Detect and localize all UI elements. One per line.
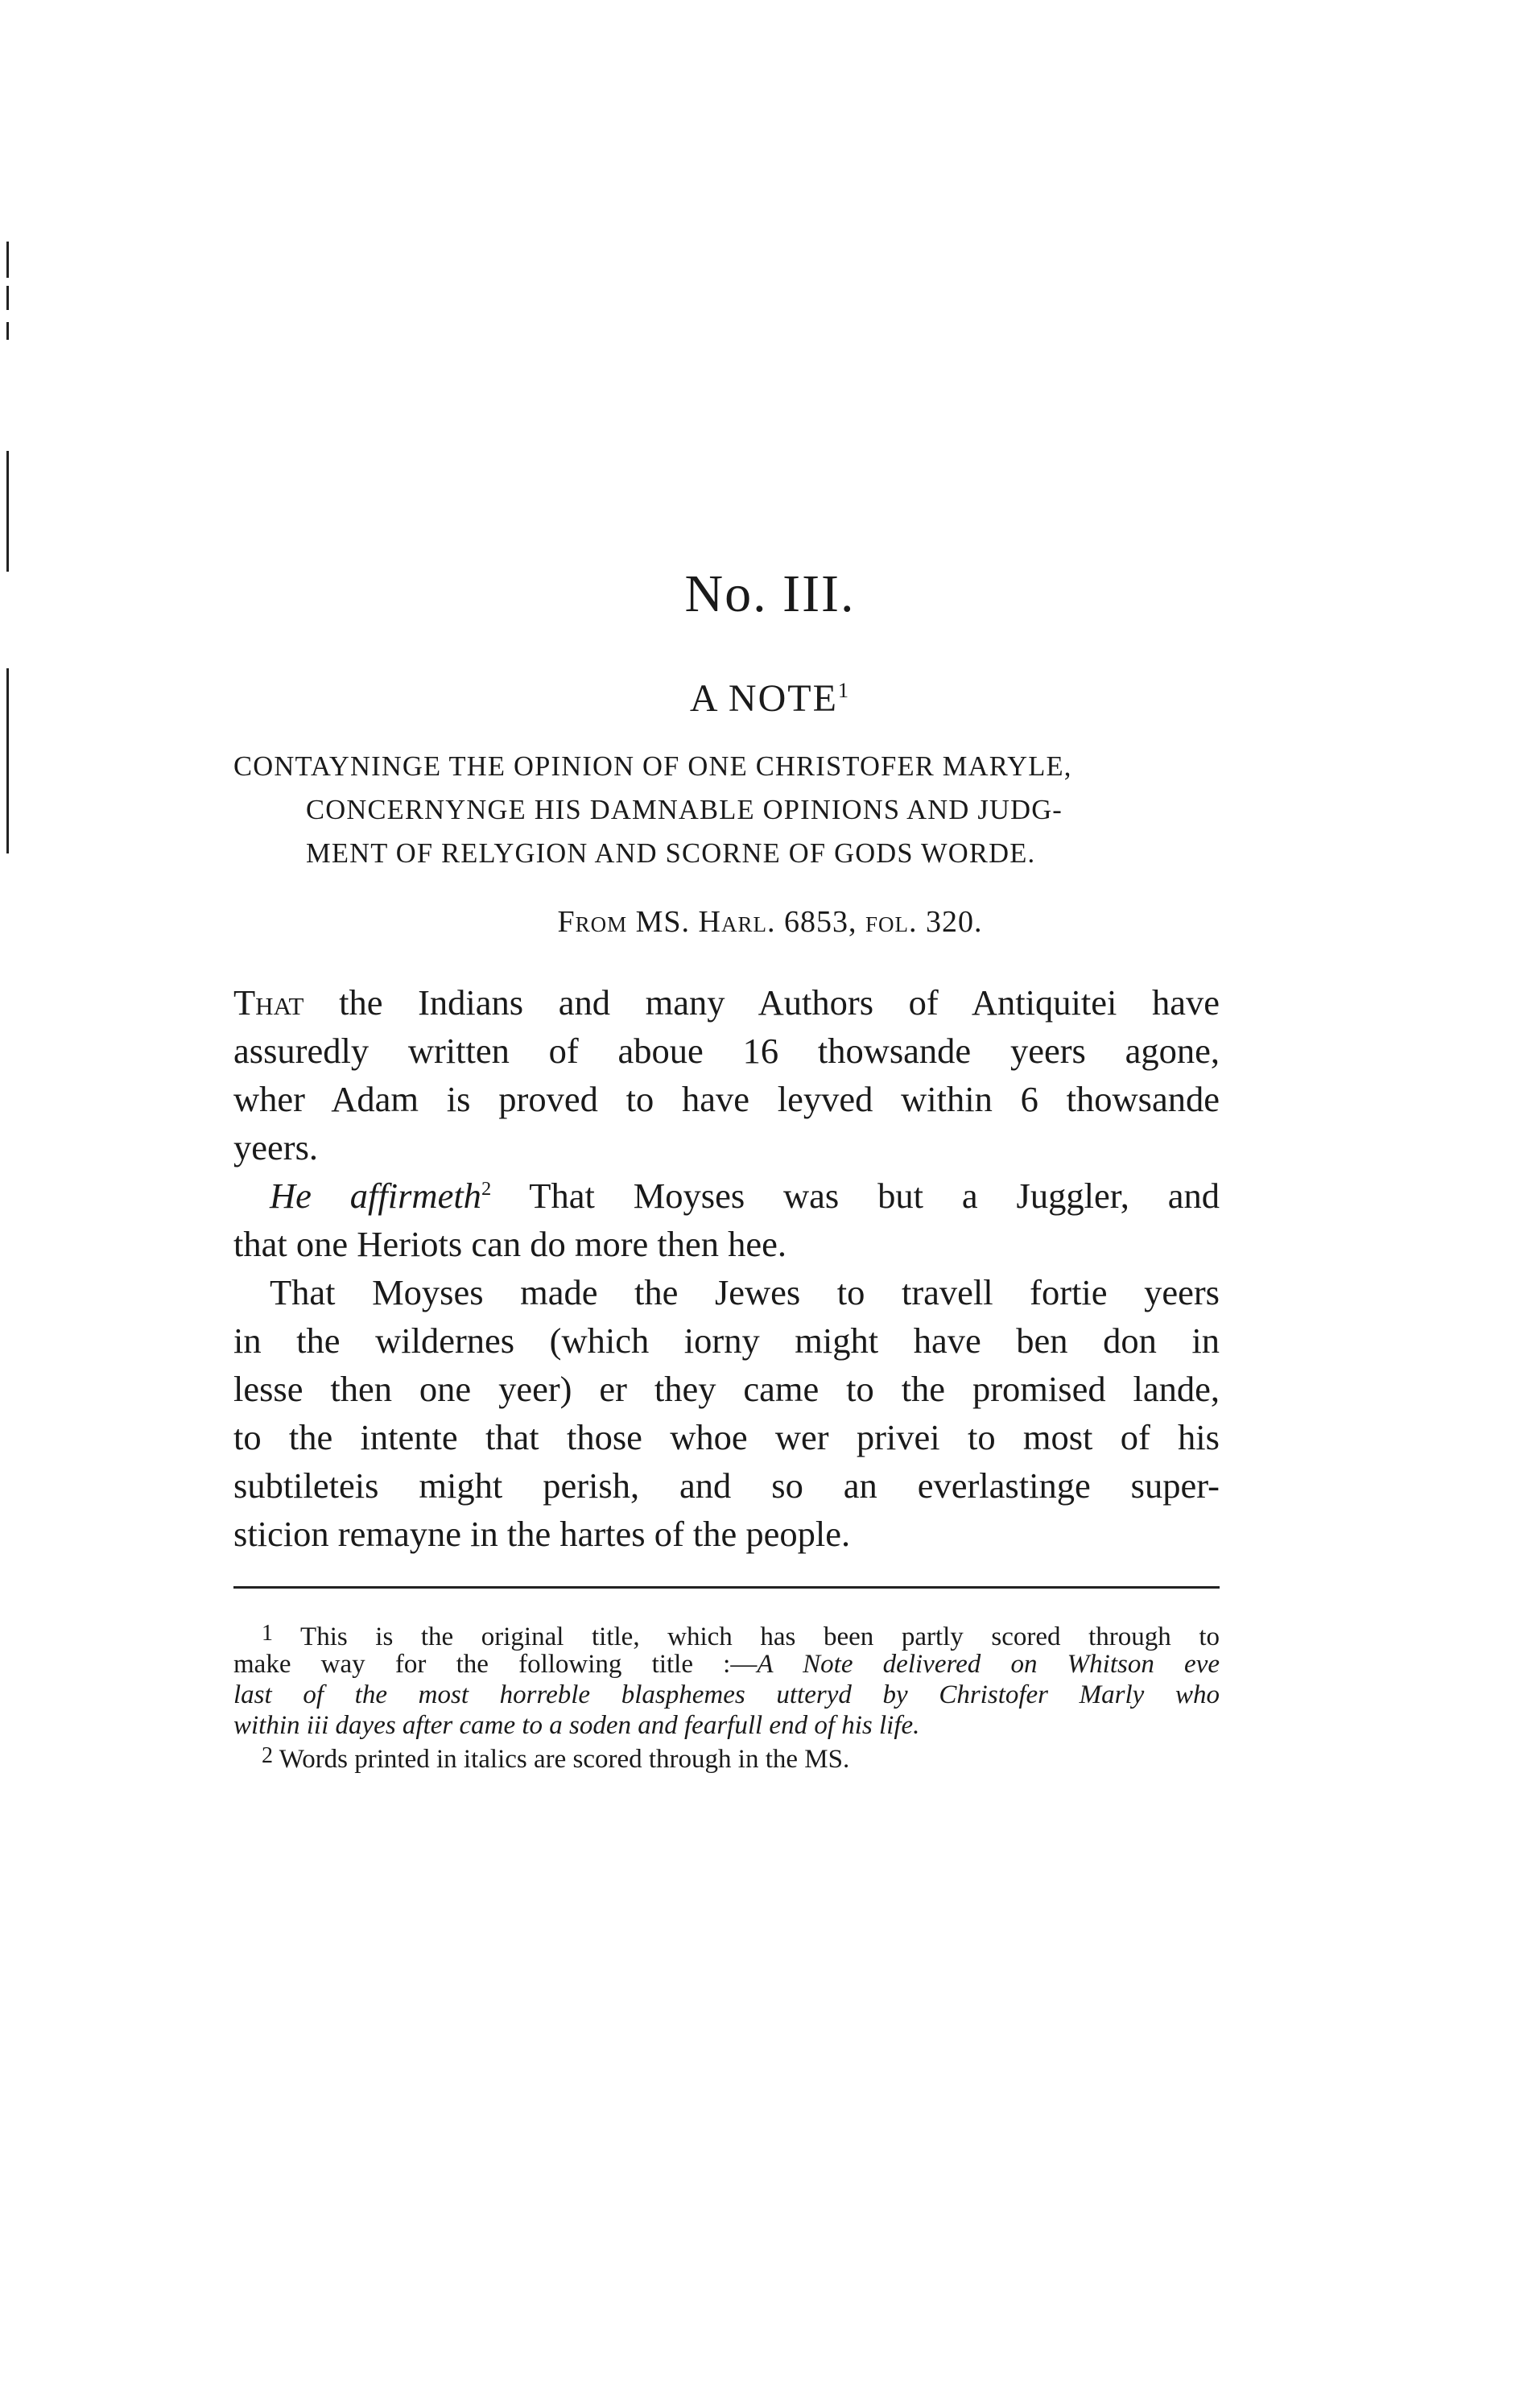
paragraph-3-line: sticion remayne in the hartes of the people. [233, 1514, 851, 1554]
footnote-1-line: 1 This is the original title, which has been partly scored through to [262, 1621, 1220, 1651]
footnote-divider [233, 1586, 1220, 1589]
subtitle-line: CONCERNYNGE HIS DAMNABLE OPINIONS AND JUDG- [306, 795, 1063, 825]
footnote-2-line: 2 Words printed in italics are scored through in the MS. [262, 1743, 850, 1774]
subtitle-line: CONTAYNINGE THE OPINION OF ONE CHRISTOFER MARYLE, [233, 751, 1072, 782]
document-number: No. III. [684, 564, 856, 623]
paragraph-1-line: yeers. [233, 1127, 319, 1167]
paragraph-3-line: lesse then one yeer) er they came to the promised lande, [233, 1369, 1220, 1409]
paragraph-2-line: He affirmeth$^2$ That Moyses was but a Juggler, and [270, 1176, 1220, 1216]
paragraph-lead-word: That [233, 982, 304, 1023]
note-title-text: A NOTE [689, 677, 838, 720]
scan-edge-mark [6, 322, 9, 340]
footnote-1-line: within iii dayes after came to a soden and fearfull end of his life. [233, 1711, 920, 1740]
note-title [0, 676, 1540, 721]
scan-edge-mark [6, 242, 9, 278]
title-footnote-ref: 1 [837, 678, 851, 702]
italic-lead: He affirmeth [270, 1176, 481, 1216]
scan-edge-mark [6, 451, 9, 572]
paragraph-1-line: wher Adam is proved to have leyved within 6 thowsande [233, 1079, 1220, 1119]
source-citation [0, 904, 1540, 940]
scan-edge-mark [6, 286, 9, 310]
paragraph-3-line: That Moyses made the Jewes to travell fortie yeers [270, 1272, 1220, 1312]
source-ms: MS. Harl. 6853, [635, 905, 857, 939]
source-folio: fol. 320. [865, 905, 983, 939]
footnote-number: 2 [262, 1743, 274, 1768]
footnote-number: 1 [262, 1621, 274, 1646]
paragraph-1-line: assuredly written of aboue 16 thowsande yeers agone, [233, 1031, 1220, 1071]
footnote-1-line: last of the most horreble blasphemes utteryd by Christofer Marly who [233, 1680, 1220, 1709]
paragraph-1-line: That the Indians and many Authors of Antiquitei have [233, 982, 1220, 1023]
paragraph-3-line: in the wildernes (which iorny might have ben don in [233, 1320, 1220, 1361]
paragraph-3-line: subtileteis might perish, and so an everlastinge super- [233, 1465, 1220, 1506]
source-prefix: From [557, 905, 628, 939]
footnote-1-line: make way for the following title :—A Note delivered on Whitson eve [233, 1650, 1220, 1679]
paragraph-2-line: that one Heriots can do more then hee. [233, 1224, 787, 1264]
paragraph-3-line: to the intente that those whoe wer privei to most of his [233, 1417, 1220, 1457]
subtitle-line: MENT OF RELYGION AND SCORNE OF GODS WORDE. [306, 838, 1036, 869]
footnote-ref: 2 [481, 1178, 492, 1200]
